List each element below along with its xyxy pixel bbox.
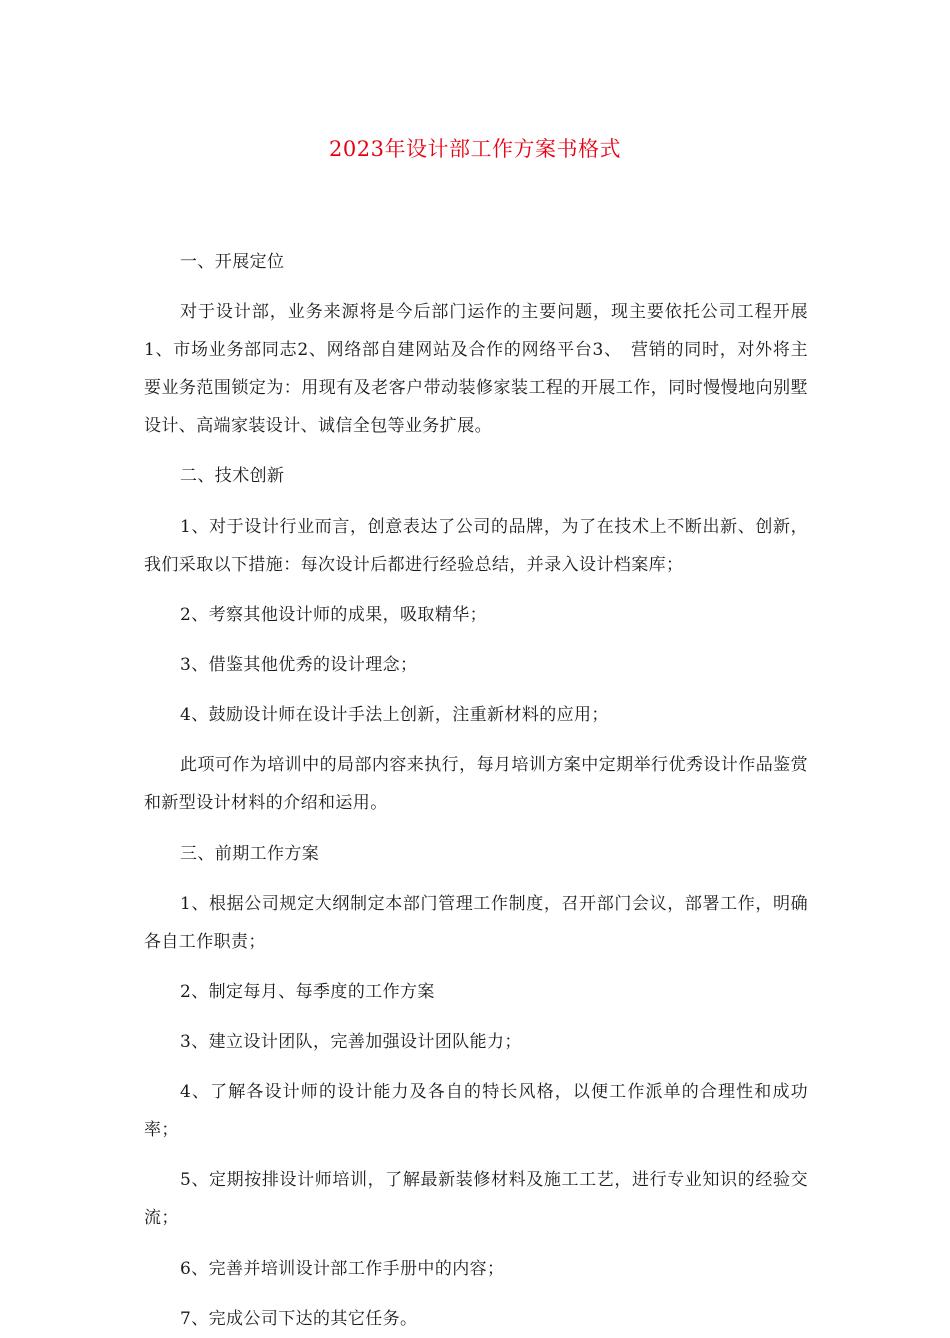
paragraph-positioning-detail: 对于设计部，业务来源将是今后部门运作的主要问题，现主要依托公司工程开展1、市场业务部同志2、网络部自建网站及合作的网络平台3、 营销的同时，对外将主要业务范围锁定为：用现有及老客户带动装修家装工程的开展工作，同时慢慢地向别墅设计、高端家装设计、诚信全包等业务扩展。	[144, 302, 808, 437]
list-item-plan-2: 2、制定每月、每季度的工作方案	[180, 981, 435, 1002]
list-item-plan-3: 3、建立设计团队，完善加强设计团队能力；	[180, 1032, 522, 1053]
list-item-innovation-2: 2、考察其他设计师的成果，吸取精华；	[180, 604, 488, 625]
list-item-plan-7: 7、完成公司下达的其它任务。	[180, 1308, 418, 1329]
list-item-innovation-4: 4、鼓励设计师在设计手法上创新，注重新材料的应用；	[180, 705, 609, 726]
section-heading-tech-innovation: 二、技术创新	[180, 466, 285, 487]
list-item-plan-1: 1、根据公司规定大纲制定本部门管理工作制度，召开部门会议，部署工作，明确各自工作职责；	[144, 893, 808, 952]
list-item-plan-5: 5、定期按排设计师培训，了解最新装修材料及施工工艺，进行专业知识的经验交流；	[144, 1170, 808, 1229]
document-body	[144, 243, 808, 1338]
paragraph-training-note: 此项可作为培训中的局部内容来执行，每月培训方案中定期举行优秀设计作品鉴赏和新型设计材料的介绍和运用。	[144, 755, 808, 814]
list-item-innovation-1: 1、对于设计行业而言，创意表达了公司的品牌，为了在技术上不断出新、创新，我们采取以下措施：每次设计后都进行经验总结，并录入设计档案库；	[144, 516, 808, 575]
list-item-plan-6: 6、完善并培训设计部工作手册中的内容；	[180, 1258, 505, 1279]
section-heading-positioning: 一、开展定位	[180, 252, 285, 272]
list-item-plan-4: 4、了解各设计师的设计能力及各自的特长风格，以便工作派单的合理性和成功率；	[144, 1082, 808, 1141]
document-title: 2023年设计部工作方案书格式	[329, 137, 621, 161]
list-item-innovation-3: 3、借鉴其他优秀的设计理念；	[180, 654, 418, 675]
section-heading-early-plan: 三、前期工作方案	[180, 843, 320, 864]
